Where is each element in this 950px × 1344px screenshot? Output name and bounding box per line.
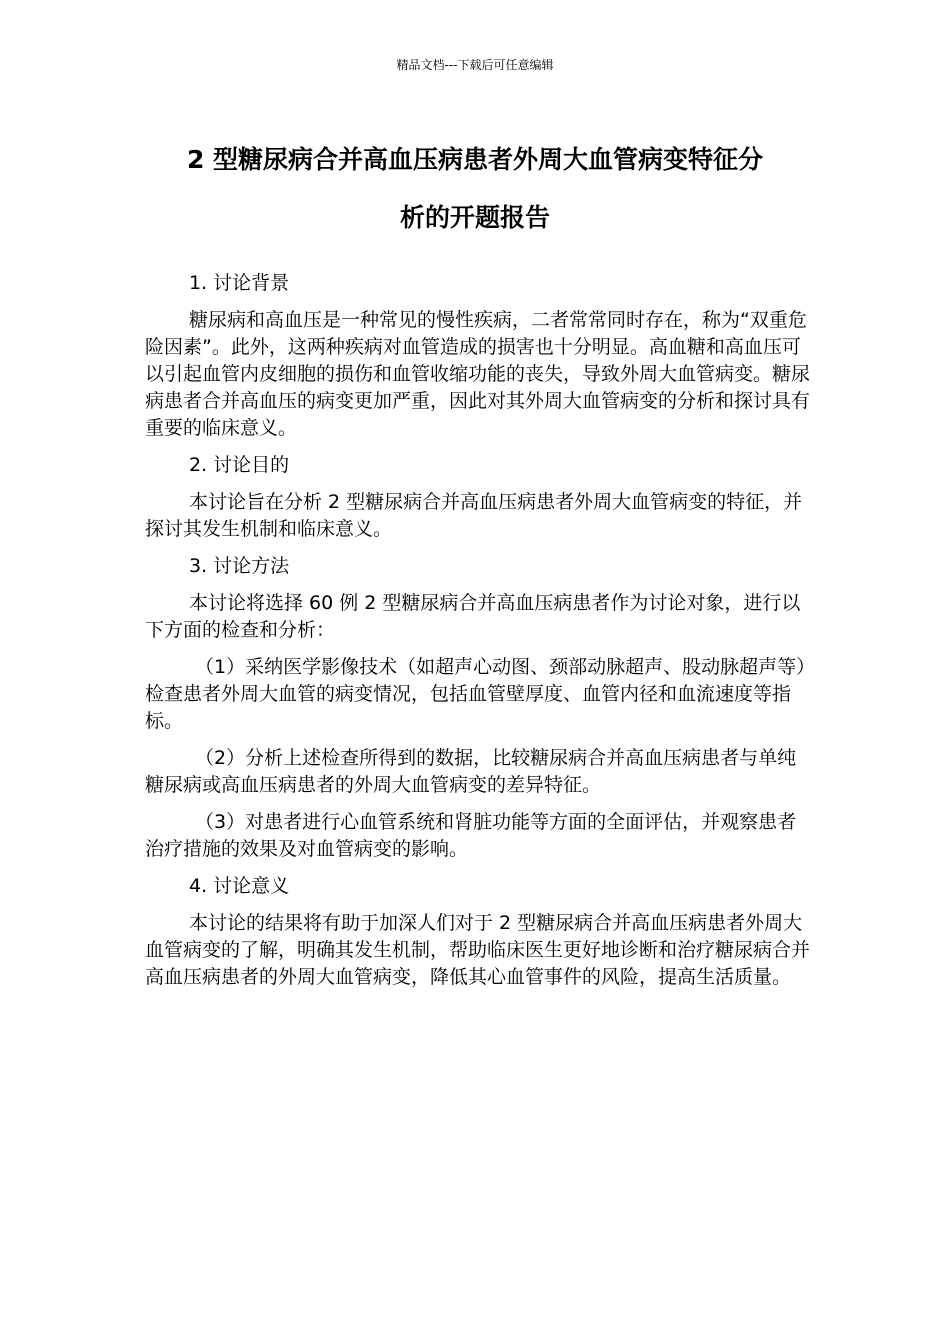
methods-item-2: （2）分析上述检查所得到的数据，比较糖尿病合并高血压病患者与单纯糖尿病或高血压病患者的外周大血管病变的差异特征。 xyxy=(145,747,797,796)
section-heading-methods: 3. 讨论方法 xyxy=(189,555,290,577)
section-body-purpose: 本讨论旨在分析 2 型糖尿病合并高血压病患者外周大血管病变的特征，并探讨其发生机制和临床意义。 xyxy=(145,491,803,540)
methods-item-3: （3）对患者进行心血管系统和肾脏功能等方面的全面评估，并观察患者治疗措施的效果及对血管病变的影响。 xyxy=(145,811,797,860)
document-body xyxy=(145,270,810,1001)
header-note: 精品文档---下载后可任意编辑 xyxy=(396,58,554,72)
section-heading-background: 1. 讨论背景 xyxy=(189,272,290,294)
section-body-background: 糖尿病和高血压是一种常见的慢性疾病，二者常常同时存在，称为“双重危险因素”。此外，这两种疾病对血管造成的损害也十分明显。高血糖和高血压可以引起血管内皮细胞的损伤和血管收缩功能的丧失，导致外周大血管病变。糖尿病患者合并高血压的病变更加严重，因此对其外周大血管病变的分析和探讨具有重要的临床意义。 xyxy=(145,309,811,439)
section-heading-significance: 4. 讨论意义 xyxy=(189,875,290,897)
methods-item-1: （1）采纳医学影像技术（如超声心动图、颈部动脉超声、股动脉超声等）检查患者外周大血管的病变情况，包括血管壁厚度、血管内径和血流速度等指标。 xyxy=(145,656,806,732)
title-line-1: 2 型糖尿病合并高血压病患者外周大血管病变特征分 xyxy=(186,145,764,174)
title-line-2: 析的开题报告 xyxy=(399,203,550,232)
section-body-methods: 本讨论将选择 60 例 2 型糖尿病合并高血压病患者作为讨论对象，进行以下方面的检查和分析： xyxy=(145,592,801,641)
document-title xyxy=(140,131,810,247)
section-body-significance: 本讨论的结果将有助于加深人们对于 2 型糖尿病合并高血压病患者外周大血管病变的了解，明确其发生机制，帮助临床医生更好地诊断和治疗糖尿病合并高血压病患者的外周大血管病变，降低其心血管事件的风险，提高生活质量。 xyxy=(145,912,811,988)
section-heading-purpose: 2. 讨论目的 xyxy=(189,454,290,476)
